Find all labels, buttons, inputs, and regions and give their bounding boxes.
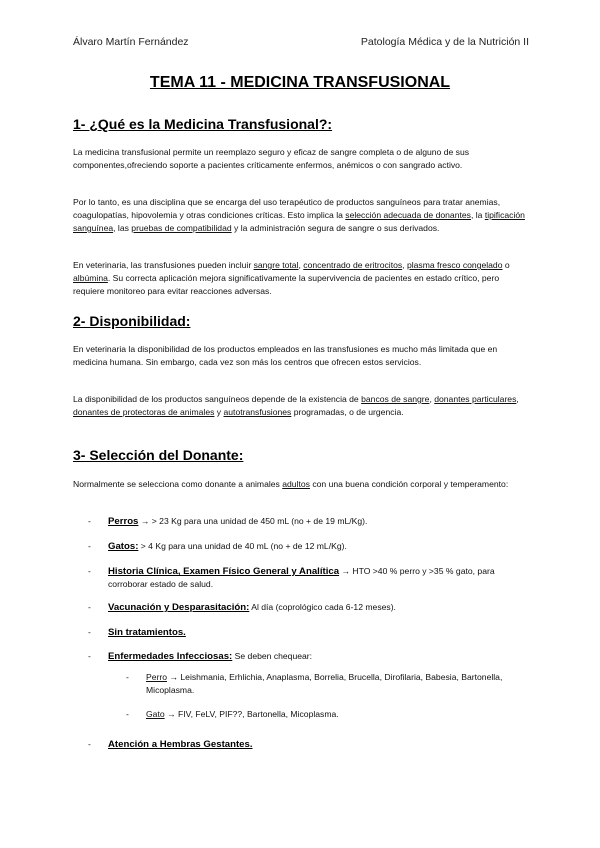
section-3-paragraph-1: Normalmente se selecciona como donante a animales adultos con una buena condición corporal y temperamento: <box>73 479 509 489</box>
page-header <box>73 36 529 50</box>
list-item-label: Atención a Hembras Gestantes. <box>108 739 253 750</box>
underlined-term: donantes de protectoras de animales <box>73 407 215 417</box>
underlined-term: plasma fresco congelado <box>406 260 503 270</box>
underlined-term: albúmina <box>73 273 108 283</box>
section-1-heading: 1- ¿Qué es la Medicina Transfusional?: <box>73 116 333 132</box>
bullet-dash: - <box>88 739 91 749</box>
list-item-text: → > 23 Kg para una unidad de 450 mL (no + de 19 mL/Kg). <box>138 516 368 526</box>
underlined-term: autotransfusiones <box>223 407 292 417</box>
section-2-paragraph-1: En veterinaria la disponibilidad de los productos empleados en las transfusiones es mucho más limitada que en medicina humana. Sin embargo, cada vez son más los centros que ofrecen estos servicios. <box>73 344 498 367</box>
bullet-dash: - <box>88 602 91 612</box>
list-item-text: > 4 Kg para una unidad de 40 mL (no + de 12 mL/Kg). <box>138 541 347 551</box>
list-item-text: Se deben chequear: <box>232 651 313 661</box>
bullet-dash: - <box>88 566 91 576</box>
section-2-heading: 2- Disponibilidad: <box>73 313 191 329</box>
bullet-dash: - <box>88 516 91 526</box>
list-item-label: Gatos: <box>108 541 139 552</box>
document-title: TEMA 11 - MEDICINA TRANSFUSIONAL <box>149 74 451 91</box>
list-item-text: Al día (coprológico cada 6-12 meses). <box>249 602 396 612</box>
underlined-term: donantes particulares <box>434 394 517 404</box>
underlined-term: selección adecuada de donantes <box>345 210 471 220</box>
header-course: Patología Médica y de la Nutrición II <box>360 36 529 48</box>
sub-list-item-label: Perro <box>146 672 168 682</box>
bullet-dash: - <box>88 651 91 661</box>
section-2-paragraph-2: La disponibilidad de los productos sanguíneos depende de la existencia de bancos de sangre, donantes particulares, donantes de protectoras de animales y autotransfusiones programadas, o de urgencia. <box>73 394 519 417</box>
sub-list-item-label: Gato <box>146 709 165 719</box>
bullet-dash: - <box>126 709 129 719</box>
section-1-paragraph-2: Por lo tanto, es una disciplina que se encarga del uso terapéutico de productos sanguíneos para tratar anemias, coagulopatías, hipovolemia y otras condiciones críticas. Esto implica la selección adecuada de donantes, la tipificación sanguínea, las pruebas de compatibilidad y la administración segura de sangre o sus derivados. <box>73 197 525 233</box>
list-item-label: Vacunación y Desparasitación: <box>108 602 250 613</box>
underlined-term: adultos <box>282 479 310 489</box>
sub-list-item-text: → Leishmania, Erhlichia, Anaplasma, Borrelia, Brucella, Dirofilaria, Babesia, Bartonella, Micoplasma. <box>146 672 503 695</box>
bullet-dash: - <box>88 541 91 551</box>
list-item-text: → HTO >40 % perro y >35 % gato, para corroborar estado de salud. <box>108 566 495 589</box>
underlined-term: pruebas de compatibilidad <box>131 223 232 233</box>
underlined-term: sangre total <box>253 260 299 270</box>
header-author: Álvaro Martín Fernández <box>73 36 189 48</box>
underlined-term: concentrado de eritrocitos <box>303 260 403 270</box>
bullet-dash: - <box>126 672 129 682</box>
list-item-label: Historia Clínica, Examen Físico General y Analítica <box>108 566 340 577</box>
sub-list-item-text: → FIV, FeLV, PIF??, Bartonella, Micoplasma. <box>164 709 339 719</box>
list-item-label: Enfermedades Infecciosas: <box>108 651 233 662</box>
underlined-term: bancos de sangre <box>361 394 430 404</box>
list-item-label: Sin tratamientos. <box>108 627 186 638</box>
section-3-heading: 3- Selección del Donante: <box>73 447 244 463</box>
section-1-paragraph-1: La medicina transfusional permite un reemplazo seguro y eficaz de sangre completa o de alguno de sus componentes,ofreciendo soporte a pacientes críticamente enfermos, anémicos o con sangrado activo. <box>73 147 470 170</box>
section-1-paragraph-3: En veterinaria, las transfusiones pueden incluir sangre total, concentrado de eritrocitos, plasma fresco congelado o albúmina. Su correcta aplicación mejora significativamente la supervivencia de pacientes en estado crítico, pero requiere monitoreo para evitar reacciones adversas. <box>73 260 510 296</box>
list-item-label: Perros <box>108 516 139 527</box>
bullet-dash: - <box>88 627 91 637</box>
underlined-term: tipificación sanguínea <box>73 210 525 233</box>
